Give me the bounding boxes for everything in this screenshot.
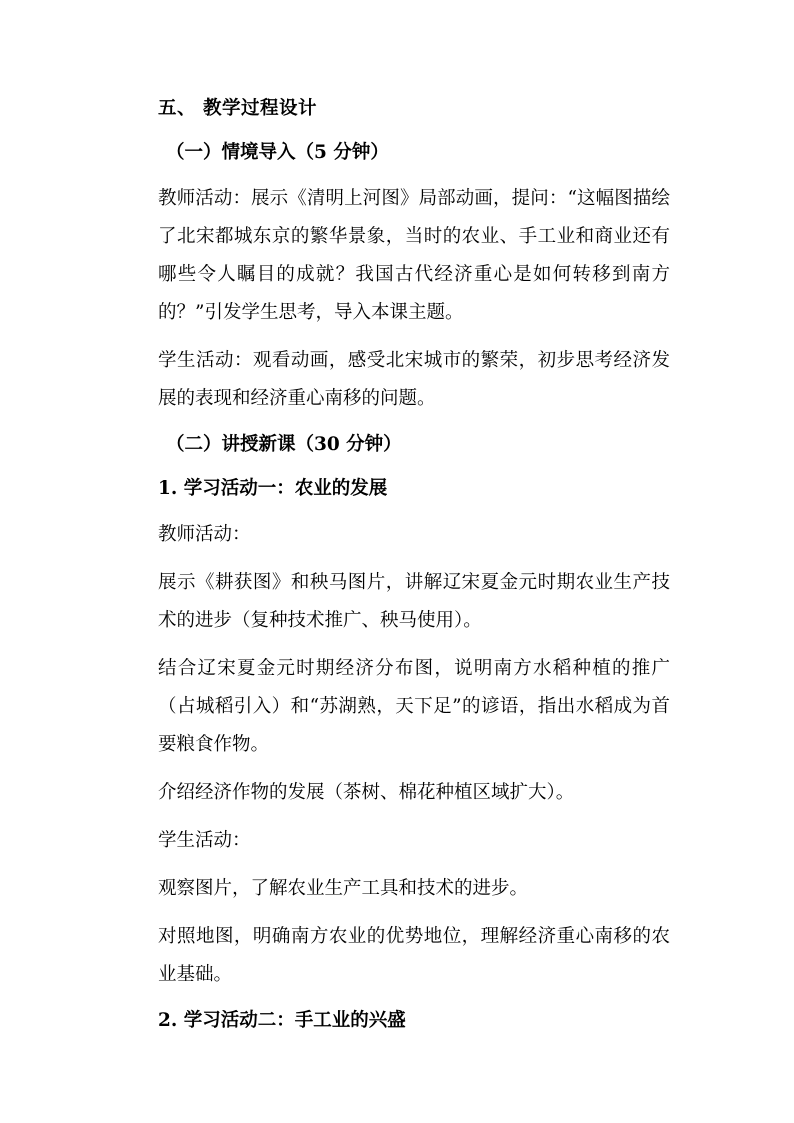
activity2-title: 2. 学习活动二：手工业的兴盛 [158,1010,406,1031]
activity1-student-item: 观察图片，了解农业生产工具和技术的进步。 [158,878,529,899]
part1-student-paragraph: 学生活动：观看动画，感受北宋城市的繁荣，初步思考经济发展的表现和经济重心南移的问题。 [158,350,670,409]
activity1-student-label: 学生活动： [158,830,251,851]
activity1-teacher-item: 结合辽宋夏金元时期经济分布图，说明南方水稻种植的推广（占城稻引入）和“苏湖熟，天下足”的谚语，指出水稻成为首要粮食作物。 [158,658,670,755]
activity1-teacher-label: 教师活动： [158,524,251,545]
activity1-teacher-item: 展示《耕获图》和秧马图片，讲解辽宋夏金元时期农业生产技术的进步（复种技术推广、秧马使用）。 [158,572,670,631]
part2-heading: （二）讲授新课（30 分钟） [166,434,402,455]
activity1-student-item: 对照地图，明确南方农业的优势地位，理解经济重心南移的农业基础。 [158,926,670,985]
section-title: 五、 教学过程设计 [158,98,317,119]
part1-teacher-paragraph: 教师活动：展示《清明上河图》局部动画，提问：“这幅图描绘了北宋都城东京的繁华景象，当时的农业、手工业和商业还有哪些令人瞩目的成就？我国古代经济重心是如何转移到南方的？”引发学生思考，导入本课主题。 [158,188,670,323]
part1-heading: （一）情境导入（5 分钟） [166,142,389,163]
document-content [158,92,670,1048]
activity1-title: 1. 学习活动一：农业的发展 [158,478,388,499]
activity1-teacher-item: 介绍经济作物的发展（茶树、棉花种植区域扩大）。 [158,782,575,803]
